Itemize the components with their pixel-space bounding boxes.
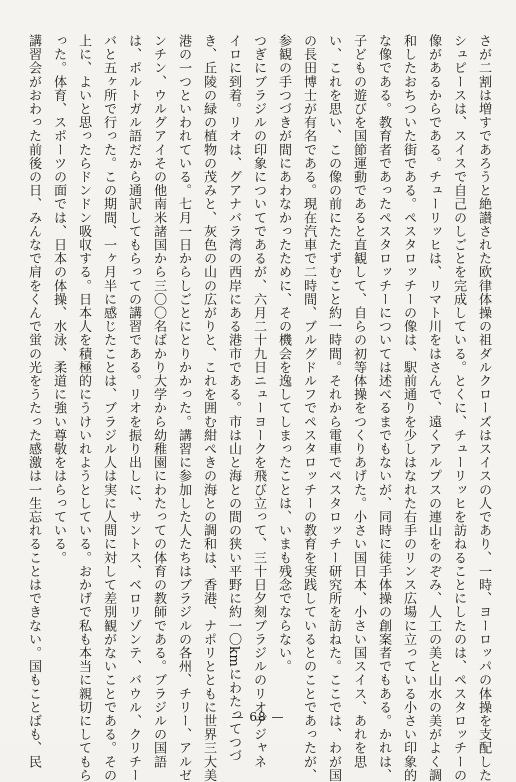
text-line: った。体育、スポーツの面では、日本の体操、水泳、柔道に強い尊敬をはらっている。 bbox=[51, 34, 66, 565]
text-line: 子どもの遊びを国節運動であると直観して、自らの初等体操をつくりあげた。小さい国日本、小さい国スイス、あれを思 bbox=[351, 34, 366, 769]
text-line: の長田博士が有名である。現在汽車で二時間、ブルグドルフでペスタロッチーの教育を実践しているとのことであったが、 bbox=[301, 34, 316, 782]
text-line: 和したおちついた街である。ペスタロッチーの像は、駅前通りを少しはなれた右手のリンス広場に立っている小さい印象的 bbox=[401, 34, 416, 782]
text-line: な像である。教育者であったペスタロッチーについては述べるまでもないが、同時に徒手体操の創案者でもある。かれは、 bbox=[376, 34, 391, 782]
text-line: シュピースは、スイスで自己のしごとを完成している。とくに、チューリッヒを訪ねることにしたのは、ペスタロッチーの bbox=[451, 34, 466, 782]
text-line: 上に、よいと思ったらドンドン吸収する。日本人を積極的にうけいれようとしている。おかげで私も本当に親切にしてもら bbox=[76, 34, 91, 782]
text-line: さが二割は増すであろうと絶讃された欧律体操の祖ダルクローズはスイスの人であり、一時、ヨーロッパの体操を支配した bbox=[476, 34, 491, 782]
text-line: 港の一つといわれている。七月一日からしごとにとりかかった。講習に参加した人たちはブラジルの各州、チリー、アルゼ bbox=[176, 34, 191, 782]
text-line: イロに到着。リオは、グアナバラ湾の西岸にある港市である。市は山と海との間の狭い平野に約一〇kmにわたってつづ bbox=[226, 34, 241, 763]
text-line: 像があるからである。チューリッヒは、リマト川をはさんで、遠くアルプスの連山をのぞみ、人工の美と山水の美がよく調 bbox=[426, 34, 441, 782]
text-line: き、丘陵の緑の植物の茂みと、灰色の山の広がりと、これを囲む紺ぺきの海との調和は、香港、ナポリとともに世界三大美 bbox=[201, 34, 216, 782]
text-line: 講習会がおわった前後の日、みんなで肩をくんで蛍の光をうたった感激は一生忘れることはできない。国もことばも、民 bbox=[26, 34, 41, 769]
text-line: い、これを思い、この像の前にたたずむこと約一時間。それから電車でペスタロッチー研究所を訪ねた。ここでは、わが国 bbox=[326, 34, 341, 782]
text-line: は、ポルトガル語だから通訳してもらっての講習である。リオを振り出しに、サントス、ベロリゾンテ、バウル、クリチー bbox=[126, 34, 141, 782]
text-line: バと五ヶ所で行った。この期間、一ヶ月半に感じたことは、ブラジル人は実に人間に対して差別観がないことである。その bbox=[101, 34, 116, 782]
text-line: ンチン、ウルグアイその他南米諸国から三〇〇名ばかり大学から幼稚園にわたっての体育の教師である。ブラジルの国語 bbox=[151, 34, 166, 769]
text-line: つぎにブラジルの印象についてであるが、六月二十九日ニューヨークを飛び立って、三十日夕刻ブラジルのリオデジャネ bbox=[251, 34, 266, 769]
page-number: — 68 — bbox=[231, 710, 285, 724]
text-line: 参観の手つづきが間にあわなかったために、その機会を逸してしまったことは、いまも残念でならない。 bbox=[276, 34, 291, 674]
